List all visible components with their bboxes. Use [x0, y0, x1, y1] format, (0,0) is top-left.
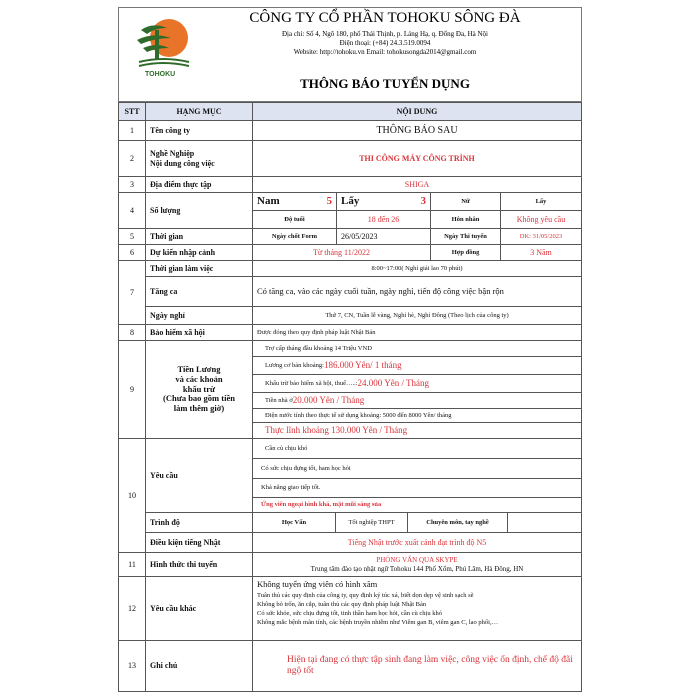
male-count: 5 — [326, 195, 332, 208]
col-stt: STT — [118, 102, 146, 121]
row-number: 6 — [118, 244, 146, 261]
row-label: Yêu cầu khác — [145, 576, 253, 641]
base-salary-value: 186.000 Yên/ 1 tháng — [323, 360, 402, 371]
take-count: 3 — [420, 195, 426, 208]
row-number: 4 — [118, 192, 146, 229]
deduction-line — [252, 374, 582, 393]
row-label: Yêu cầu — [145, 438, 253, 513]
exam-method-title: PHỎNG VẤN QUA SKYPE — [376, 556, 458, 565]
row-number: 11 — [118, 552, 146, 577]
requirement-item: Có sức chịu đựng tốt, ham học hỏi — [252, 458, 582, 479]
exam-method — [252, 552, 582, 577]
row-number: 7 — [118, 260, 146, 325]
salary-label-line: khấu trừ — [182, 383, 216, 394]
row-label: Ngày nghỉ — [145, 306, 253, 325]
housing-value: 20.000 Yên / Tháng — [292, 395, 365, 406]
company-phone: Điện thoại: (+84) 24.3.519.0094 — [339, 39, 431, 47]
salary-label — [145, 340, 253, 439]
row-label: Tăng ca — [145, 276, 253, 307]
age-value: 18 đến 26 — [336, 210, 431, 229]
other-requirement-item: Có sức khỏe, sức chịu đựng tốt, tinh thần ham học hỏi, cần cù chịu khó — [257, 610, 442, 618]
tohoku-logo — [133, 16, 195, 78]
holidays-value: Thứ 7, CN, Tuần lễ vàng, Nghỉ hè, Nghỉ Đông (Theo lịch của công ty) — [252, 306, 582, 325]
contract-label: Hợp đồng — [430, 244, 501, 261]
row-number: 10 — [118, 438, 146, 553]
requirement-item: Ứng viên ngoại hình khá, mặt mũi sáng sủa — [252, 497, 582, 513]
work-hours: 8:00~17:00( Nghỉ giải lao 70 phút) — [252, 260, 582, 277]
document-title: THÔNG BÁO TUYỂN DỤNG — [300, 76, 470, 91]
company-value: THÔNG BÁO SAU — [252, 120, 582, 141]
other-requirements — [252, 576, 582, 641]
row-number: 5 — [118, 228, 146, 245]
row-number: 13 — [118, 640, 146, 692]
row-label: Trình độ — [145, 512, 253, 533]
salary-label-line: và các khoản — [175, 373, 223, 384]
other-requirement-item: Tuân thủ các quy định của công ty, quy định ký túc xá, biết dọn dẹp vệ sinh sạch sẽ — [257, 591, 474, 599]
job-value: THI CÔNG MÁY CÔNG TRÌNH — [252, 140, 582, 177]
row-label: Điều kiện tiếng Nhật — [145, 532, 253, 553]
japanese-value: Tiếng Nhật trước xuất cảnh đạt trình độ N5 — [252, 532, 582, 553]
document-header — [118, 7, 582, 102]
form-date: 26/05/2023 — [336, 228, 431, 245]
row-number: 9 — [118, 340, 146, 439]
exam-label: Ngày Thi tuyển — [430, 228, 501, 245]
base-salary-line — [252, 356, 582, 375]
marital-label: Hôn nhân — [430, 210, 501, 229]
entry-value: Từ tháng 11/2022 — [252, 244, 431, 261]
row-label: Thời gian — [145, 228, 253, 245]
take-cell — [336, 192, 431, 211]
row-number: 8 — [118, 324, 146, 341]
other-requirement-item: Không tuyển ứng viên có hình xăm — [257, 579, 378, 589]
form-label: Ngày chốt Form — [252, 228, 337, 245]
row-label: Ghi chú — [145, 640, 253, 692]
overtime-value: Có tăng ca, vào các ngày cuối tuần, ngày nghỉ, tiến độ công việc bận rộn — [252, 276, 582, 307]
row-number: 3 — [118, 176, 146, 193]
row-number: 12 — [118, 576, 146, 641]
requirement-item: Cần cù chịu khó — [252, 438, 582, 459]
deduction-value: 24.000 Yên / Tháng — [357, 378, 430, 389]
exam-date: DK: 31/05/2023 — [500, 228, 582, 245]
skill-value — [507, 512, 582, 533]
company-address: Địa chỉ: Số 4, Ngõ 180, phố Thái Thịnh, p. Láng Hạ, q. Đống Đa, Hà Nội — [281, 30, 489, 38]
row-label: Thời gian làm việc — [145, 260, 253, 277]
skill-label: Chuyên môn, tay nghề — [407, 512, 508, 533]
row-label: Địa điểm thực tập — [145, 176, 253, 193]
salary-label-line: Tiền Lương — [177, 364, 221, 375]
base-salary-label: Lương cơ bản khoảng: — [265, 361, 324, 369]
row-label: Tên công ty — [145, 120, 253, 141]
male-label: Nam — [257, 195, 280, 208]
contract-value: 3 Năm — [500, 244, 582, 261]
row-label: Bảo hiểm xã hội — [145, 324, 253, 341]
marital-value: Không yêu cầu — [500, 210, 582, 229]
row-label: Hình thức thi tuyển — [145, 552, 253, 577]
salary-label-line: (Chưa bao gồm tiền — [163, 393, 235, 404]
requirement-item: Khả năng giao tiếp tốt. — [252, 478, 582, 498]
take2-label: Lấy — [500, 192, 582, 211]
female-label: Nữ — [430, 192, 501, 211]
other-requirement-item: Không mắc bệnh mãn tính, các bệnh truyền nhiễm như Viêm gan B, viêm gan C, lao phổi,… — [257, 619, 499, 627]
allowance-line: Trợ cấp tháng đầu khoảng 14 Triệu VND — [252, 340, 582, 357]
col-content: NỘI DUNG — [252, 102, 582, 121]
row-label: Dự kiến nhập cảnh — [145, 244, 253, 261]
notes-value: Hiện tại đang có thực tập sinh đang làm việc, công việc ổn định, chế độ đãi ngộ tốt — [252, 640, 582, 692]
location-value: SHIGA — [252, 176, 582, 193]
housing-label: Tiền nhà ở — [265, 396, 293, 404]
education-value: Tốt nghiệp THPT — [335, 512, 408, 533]
age-label: Độ tuổi — [252, 210, 337, 229]
exam-location: Trung tâm đào tạo nhật ngữ Tohoku 144 Phố Xốm, Phú Lãm, Hà Đông, HN — [310, 564, 524, 573]
salary-label-line: làm thêm giờ) — [173, 403, 225, 414]
take-label: Lấy — [341, 195, 360, 208]
row-number: 1 — [118, 120, 146, 141]
net-salary-line: Thực lĩnh khoảng 130.000 Yên / Tháng — [252, 422, 582, 439]
deduction-label: Khấu trừ bảo hiểm xã hội, thuế…..: — [265, 379, 358, 387]
svg-text:TOHOKU: TOHOKU — [145, 71, 176, 78]
other-requirement-item: Không bỏ trốn, ăn cắp, tuân thủ các quy định pháp luật Nhật Bản — [257, 600, 427, 608]
utilities-line: Điện nước tính theo thực tế sử dụng khoảng: 5000 đến 8000 Yên/ tháng — [252, 408, 582, 423]
col-item: HẠNG MỤC — [145, 102, 253, 121]
male-cell — [252, 192, 337, 211]
row-number: 2 — [118, 140, 146, 177]
education-label: Học Vấn — [252, 512, 336, 533]
row-label: Nghề Nghiệp Nội dung công việc — [145, 140, 253, 177]
company-name: CÔNG TY CỔ PHẦN TOHOKU SÔNG ĐÀ — [249, 10, 521, 26]
row-label: Số lượng — [145, 192, 253, 229]
housing-line — [252, 392, 582, 409]
company-web: Website: http://tohoku.vn Email: tohokusongda2014@gmail.com — [293, 48, 477, 56]
insurance-value: Được đóng theo quy định pháp luật Nhật Bản — [252, 324, 582, 341]
